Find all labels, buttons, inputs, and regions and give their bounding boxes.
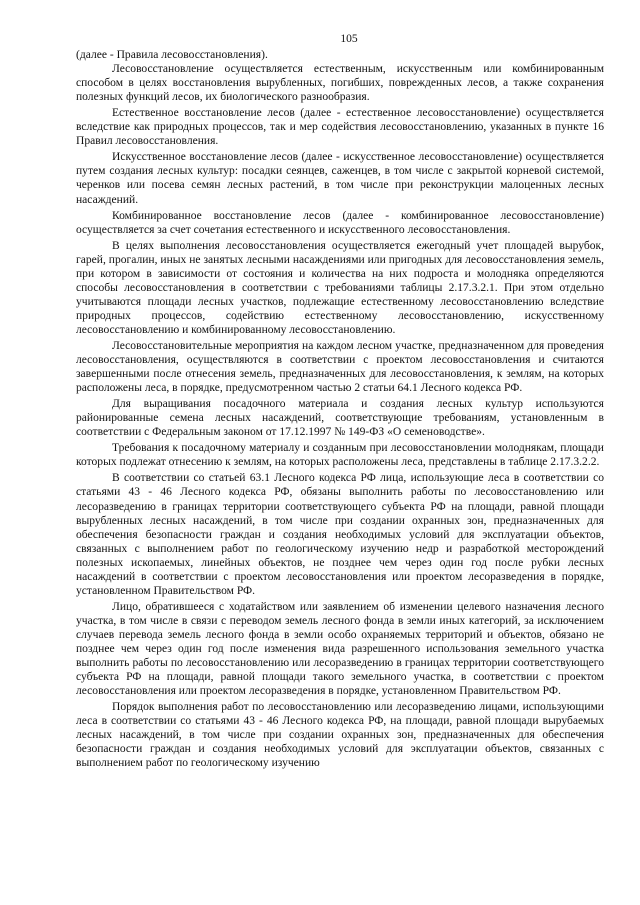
page-number: 105 (340, 33, 358, 45)
paragraph-artificial-reforestation: Искусственное восстановление лесов (далее - искусственное лесовосстановление) осуществляется путем создания лесных культур: посадки сеянцев, саженцев, в том числе с закрытой корневой системой, черенков или посева семян лесных растений, в том числе при реконструкции малоценных лесных насаждений. (76, 151, 604, 206)
paragraph-planting-requirements: Требования к посадочному материалу и созданным при лесовосстановлении молоднякам, площади которых подлежат отнесению к землям, на которых расположены леса, представлены в таблице 2.17.3.2.2. (76, 442, 604, 469)
paragraph-combined-reforestation: Комбинированное восстановление лесов (далее - комбинированное лесовосстановление) осуществляется за счет сочетания естественного и искусственного лесовосстановления. (76, 209, 604, 236)
paragraph-seed-material: Для выращивания посадочного материала и создания лесных культур используются районированные семена лесных насаждений, соответствующие требованиям, установленным в соответствии с Федеральным законом от 17.12.1997 № 149-ФЗ «О семеноводстве». (76, 398, 604, 439)
paragraph-land-purpose-change: Лицо, обратившееся с ходатайством или заявлением об изменении целевого назначения лесного участка, в том числе в связи с переводом земель лесного фонда в земли иных категорий, за исключением случаев перевода земель лесного фонда в земли особо охраняемых территорий и объектов, обязано не позднее чем через один год после изменения вида разрешенного использования земельного участка выполнить работы по лесовосстановлению или лесоразведению в границах территории соответствующего субъекта РФ на площади, равной площади такого земельного участка, в соответствии с проектом лесовосстановления или проектом лесоразведения в порядке, установленном Правительством РФ. (76, 600, 604, 698)
paragraph-article-63-1: В соответствии со статьей 63.1 Лесного кодекса РФ лица, использующие леса в соответствии со статьями 43 - 46 Лесного кодекса РФ, обязаны выполнить работы по лесовосстановлению или лесоразведению в границах территории соответствующего субъекта РФ на площади, равной площади вырубленных лесных насаждений, в том числе при создании охранных зон, предназначенных для обеспечения безопасности граждан и создания необходимых условий для эксплуатации объектов, связанных с выполнением работ по геологическому изучению недр и разработкой месторождений полезных ископаемых, линейных объектов, не позднее чем через один год после рубки лесных насаждений в соответствии с проектом лесовосстановления или проектом лесоразведения в порядке, установленном Правительством РФ. (76, 472, 604, 597)
paragraph-work-procedure: Порядок выполнения работ по лесовосстановлению или лесоразведению лицами, использующими леса в соответствии со статьями 43 - 46 Лесного кодекса РФ, на площади, равной площади вырубаемых лесных насаждений, в том числе при создании охранных зон, предназначенных для обеспечения безопасности граждан и создания необходимых условий для эксплуатации объектов, связанных с выполнением работ по геологическому изучению (76, 701, 604, 770)
paragraph-reforestation-methods: Лесовосстановление осуществляется естественным, искусственным или комбинированным способом в целях восстановления вырубленных, погибших, поврежденных лесов, а также сохранения полезных функций лесов, их биологического разнообразия. (76, 63, 604, 104)
paragraph-natural-reforestation: Естественное восстановление лесов (далее - естественное лесовосстановление) осуществляется вследствие как природных процессов, так и мер содействия лесовосстановлению, указанных в пункте 16 Правил лесовосстановления. (76, 107, 604, 148)
paragraph-annual-accounting: В целях выполнения лесовосстановления осуществляется ежегодный учет площадей вырубок, гарей, прогалин, иных не занятых лесными насаждениями или пригодных для лесовосстановления земель, при котором в зависимости от состояния и количества на них подроста и молодняка определяются способы лесовосстановления в соответствии с требованиями таблицы 2.17.3.2.1. При этом отдельно учитываются площади лесных участков, подлежащие естественному лесовосстановлению вследствие природных процессов, содействию естественному лесовосстановлению, искусственному лесовосстановлению и комбинированному лесовосстановлению. (76, 239, 604, 336)
paragraph-reforestation-measures: Лесовосстановительные мероприятия на каждом лесном участке, предназначенном для проведения лесовосстановления, осуществляются в соответствии с проектом лесовосстановления и считаются завершенными после отнесения земель, предназначенных для лесовосстановления, к землям, на которых расположены леса, в порядке, предусмотренном частью 2 статьи 64.1 Лесного кодекса РФ. (76, 339, 604, 395)
paragraph-continuation: (далее - Правила лесовосстановления). (76, 49, 268, 62)
